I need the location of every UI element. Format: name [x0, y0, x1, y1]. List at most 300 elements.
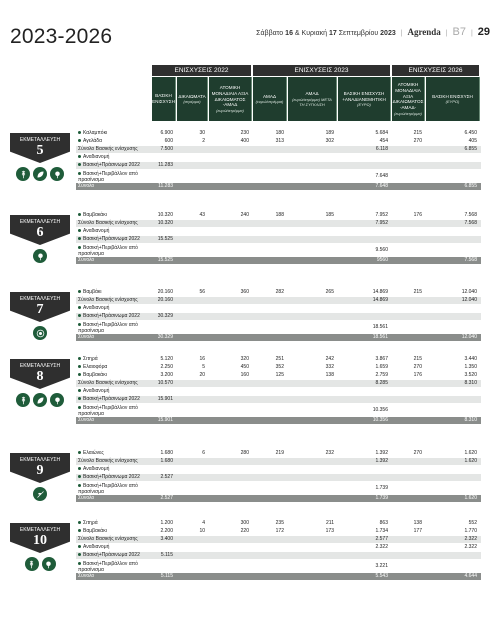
olive-icon [33, 487, 47, 501]
cell-value: 2.200 [160, 528, 173, 534]
bullet-icon [78, 475, 81, 478]
table-row [76, 220, 481, 228]
row-label: Βαμβακάκι [78, 372, 107, 379]
cell-value: 2.577 [375, 536, 388, 542]
bullet-icon [78, 467, 81, 470]
bullet-icon [78, 131, 81, 134]
cell-value: 12.040 [461, 289, 477, 295]
table-row [76, 552, 481, 560]
cell-value: 14.869 [372, 297, 388, 303]
table-row [76, 305, 481, 313]
cell-value: 16 [199, 356, 205, 362]
column-header [426, 77, 480, 121]
column-header-unit: (ευρώ/στρέμμα) [394, 110, 422, 116]
crop-icons [10, 487, 70, 501]
crop-icons [10, 393, 70, 407]
cell-value: 8.285 [375, 380, 388, 386]
cell-value: 1.620 [464, 458, 477, 464]
column-group-header: ΕΝΙΣΧΥΣΕΙΣ 2026 [392, 65, 480, 76]
column-header-title: ΒΑΣΙΚΗ ΕΝΙΣΧΥΣΗ +ΑΝΑΔΙΑΝΕΜΗΤΙΚΗ [342, 90, 386, 102]
row-label: Βασική+Περιβάλλον από πρασίνισμα [78, 483, 138, 495]
crop-icons [10, 326, 70, 340]
table-row [76, 450, 481, 458]
cell-value: 173 [325, 528, 334, 534]
row-label: Σύνολο [78, 183, 95, 189]
flower-icon [33, 326, 47, 340]
cell-value: 14.869 [372, 289, 388, 295]
row-label: Σιτηρά [78, 356, 98, 363]
bullet-icon [78, 237, 81, 240]
cell-value: 10.356 [372, 417, 388, 423]
bullet-icon [78, 373, 81, 376]
column-header-title: ΑΤΟΜΙΚΗ ΜΟΝΑΔΙΑΙΑ ΑΞΙΑ ΔΙΚΑΙΩΜΑΤΟΣ -ΑΜΑΔ- [392, 82, 424, 111]
table-row [76, 228, 481, 236]
cell-value: 7.500 [160, 146, 173, 152]
cell-value: 7.568 [464, 212, 477, 218]
bullet-icon [78, 155, 81, 158]
cell-value: 1.770 [464, 528, 477, 534]
table-row [76, 520, 481, 528]
row-label: Βασική+Περιβάλλον από πρασίνισμα [78, 405, 138, 417]
row-label: Βασική+Πράσινωμα 2022 [78, 313, 140, 320]
cell-value: 176 [413, 372, 422, 378]
bullet-icon [78, 357, 81, 360]
cell-value: 160 [240, 372, 249, 378]
cell-value: 313 [275, 138, 284, 144]
cell-value: 6.450 [464, 130, 477, 136]
cell-value: 1.392 [375, 458, 388, 464]
cell-value: 270 [413, 364, 422, 370]
cell-value: 138 [325, 372, 334, 378]
cell-value: 2.322 [464, 544, 477, 550]
cell-value: 7.648 [375, 183, 388, 189]
row-label: Βασική+Πράσινωμα 2022 [78, 162, 140, 169]
crop-icons [10, 557, 70, 571]
cell-value: 1.200 [160, 520, 173, 526]
bullet-icon [78, 484, 81, 487]
table-row [76, 364, 481, 372]
cell-value: 20 [199, 372, 205, 378]
cell-value: 215 [413, 130, 422, 136]
row-label: Σύνολο Βασικής ενίσχυσης [78, 536, 138, 542]
cell-value: 30 [199, 130, 205, 136]
table-row [76, 321, 481, 334]
farm-label-text: ΕΚΜΕΤΑΛΛΕΥΣΗ [19, 457, 61, 463]
row-label: Αναδιανομή [78, 305, 109, 312]
cell-value: 5.115 [160, 573, 173, 579]
cell-value: 15.525 [157, 236, 173, 242]
table-row [76, 474, 481, 482]
row-label: Βασική+Περιβάλλον από πρασίνισμα [78, 171, 138, 183]
cell-value: 5.120 [160, 356, 173, 362]
column-group-header: ΕΝΙΣΧΥΣΕΙΣ 2022 [152, 65, 252, 76]
table-row [76, 560, 481, 573]
cell-value: 242 [325, 356, 334, 362]
farm-number: 7 [36, 302, 44, 317]
column-header-unit: (ευρώ/στρέμμα) ΜΕΤΑ ΤΗ ΣΥΓΚΛΙΣΗ [292, 96, 332, 107]
cell-value: 1.392 [375, 450, 388, 456]
bullet-icon [78, 553, 81, 556]
wheat-icon [16, 167, 30, 181]
bullet-icon [78, 545, 81, 548]
bullet-icon [78, 213, 81, 216]
cell-value: 270 [413, 450, 422, 456]
bullet-icon [78, 365, 81, 368]
row-label: Βασική+Πράσινωμα 2022 [78, 396, 140, 403]
cell-value: 56 [199, 289, 205, 295]
cell-value: 280 [240, 450, 249, 456]
row-label: Βαμβακάκι [78, 212, 107, 219]
cell-value: 3.400 [160, 536, 173, 542]
cell-value: 177 [413, 528, 422, 534]
cell-value: 1.659 [375, 364, 388, 370]
table-row [76, 528, 481, 536]
cell-value: 8.310 [464, 380, 477, 386]
cotton-icon [33, 249, 47, 263]
row-label: Σύνολο [78, 573, 95, 579]
cell-value: 1.620 [464, 495, 477, 501]
cell-value: 180 [275, 130, 284, 136]
row-label: Σύνολο [78, 495, 95, 501]
date-year: 2023 [380, 30, 396, 37]
column-header-unit: (ευρώ/στρέμμα) [216, 107, 244, 113]
row-label: Σύνολο Βασικής ενίσχυσης [78, 146, 138, 152]
farm-label-text: ΕΚΜΕΤΑΛΛΕΥΣΗ [19, 219, 61, 225]
column-header-title: ΒΑΣΙΚΗ ΕΝΙΣΧΥΣΗ [432, 93, 473, 99]
cell-value: 189 [325, 130, 334, 136]
row-label: Βασική+Περιβάλλον από πρασίνισμα [78, 245, 138, 257]
row-label: Βαμβακάκι [78, 528, 107, 535]
bullet-icon [78, 521, 81, 524]
bullet-icon [78, 163, 81, 166]
cell-value: 30.329 [157, 313, 173, 319]
cell-value: 172 [275, 528, 284, 534]
cell-value: 270 [413, 138, 422, 144]
cell-value: 454 [379, 138, 388, 144]
row-label: Βασική+Πράσινωμα 2022 [78, 236, 140, 243]
total-row [76, 257, 481, 265]
cell-value: 7.952 [375, 220, 388, 226]
farm-label-text: ΕΚΜΕΤΑΛΛΕΥΣΗ [19, 137, 61, 143]
date-prefix: Σάββατο [256, 30, 284, 37]
cell-value: 240 [240, 212, 249, 218]
row-label: Σύνολο Βασικής ενίσχυσης [78, 458, 138, 464]
table-row [76, 372, 481, 380]
cell-value: 7.952 [375, 212, 388, 218]
cell-value: 5 [202, 364, 205, 370]
cell-value: 211 [326, 520, 334, 526]
cell-value: 10.356 [372, 407, 388, 413]
table-row [76, 130, 481, 138]
farm-label-text: ΕΚΜΕΤΑΛΛΕΥΣΗ [19, 296, 61, 302]
table-row [76, 482, 481, 495]
table-row [76, 380, 481, 388]
cell-value: 219 [275, 450, 284, 456]
column-header-unit: (ευρώ/στρέμμα) [255, 99, 284, 105]
table-row [76, 544, 481, 552]
cell-value: 5.115 [160, 552, 173, 558]
cell-value: 176 [413, 212, 422, 218]
column-group-header: ΕΝΙΣΧΥΣΕΙΣ 2023 [253, 65, 391, 76]
cell-value: 18.561 [372, 334, 388, 340]
cell-value: 1.620 [464, 450, 477, 456]
cell-value: 7.568 [464, 220, 477, 226]
bullet-icon [78, 290, 81, 293]
column-header-unit: (στρέμμα) [183, 99, 201, 105]
date-day: 16 [285, 30, 293, 37]
cell-value: 352 [275, 364, 284, 370]
farm-number: 9 [36, 463, 44, 478]
cell-value: 215 [413, 289, 422, 295]
row-label: Σύνολο Βασικής ενίσχυσης [78, 220, 138, 226]
cell-value: 6.855 [464, 183, 477, 189]
row-label: Σύνολο Βασικής ενίσχυσης [78, 297, 138, 303]
cell-value: 360 [240, 289, 249, 295]
cell-value: 863 [379, 520, 388, 526]
leaf-icon [33, 167, 47, 181]
cell-value: 4 [202, 520, 205, 526]
crop-icons [10, 167, 70, 181]
bullet-icon [78, 529, 81, 532]
page-section: B7 [452, 26, 467, 38]
row-label: Αναδιανομή [78, 228, 109, 235]
column-header-title: ΔΙΚΑΙΩΜΑΤΑ [178, 93, 206, 99]
farm-label-text: ΕΚΜΕΤΑΛΛΕΥΣΗ [19, 363, 61, 369]
cell-value: 125 [275, 372, 284, 378]
column-header-unit: (ΕΥΡΩ) [357, 102, 371, 108]
cell-value: 9.560 [375, 247, 388, 253]
cell-value: 282 [275, 289, 284, 295]
page-number: 29 [477, 26, 490, 38]
cell-value: 185 [325, 212, 334, 218]
cell-value: 3.867 [375, 356, 388, 362]
row-label: Σύνολο [78, 257, 95, 263]
cell-value: 302 [325, 138, 334, 144]
cell-value: 8.310 [464, 417, 477, 423]
cell-value: 251 [275, 356, 284, 362]
cell-value: 5.543 [375, 573, 388, 579]
row-label: Αναδιανομή [78, 544, 109, 551]
cell-value: 215 [413, 356, 422, 362]
column-header [392, 77, 425, 121]
total-row [76, 495, 481, 503]
table-row [76, 212, 481, 220]
table-row [76, 170, 481, 183]
cell-value: 220 [240, 528, 249, 534]
row-label: Αναδιανομή [78, 466, 109, 473]
bullet-icon [78, 246, 81, 249]
cell-value: 230 [240, 130, 249, 136]
row-label: Σιτηρά [78, 520, 98, 527]
bullet-icon [78, 406, 81, 409]
cell-value: 2.322 [464, 536, 477, 542]
cell-value: 4.644 [464, 573, 477, 579]
cell-value: 6.900 [160, 130, 173, 136]
date-month: Σεπτεμβρίου [338, 30, 379, 37]
cell-value: 235 [275, 520, 284, 526]
column-header [209, 77, 252, 121]
cell-value: 3.440 [464, 356, 477, 362]
cell-value: 232 [325, 450, 334, 456]
cell-value: 11.283 [158, 162, 173, 168]
row-label: Αναδιανομή [78, 388, 109, 395]
farm-number: 10 [33, 533, 47, 548]
row-label: Αγελάδα [78, 138, 102, 145]
bullet-icon [78, 172, 81, 175]
row-label: Σύνολο [78, 417, 95, 423]
row-label: Καλαμπόκι [78, 130, 107, 137]
cell-value: 18.561 [372, 324, 388, 330]
cell-value: 20.160 [157, 297, 173, 303]
cell-value: 400 [240, 138, 249, 144]
row-label: Ελαιώνες [78, 450, 104, 457]
cell-value: 5.684 [375, 130, 388, 136]
cell-value: 15.901 [157, 396, 173, 402]
row-label: Σύνολο Βασικής ενίσχυσης [78, 380, 138, 386]
column-header-title: ΑΜΑΔ [262, 93, 277, 99]
row-label: Βασική+Περιβάλλον από πρασίνισμα [78, 322, 138, 334]
leaf-icon [33, 393, 47, 407]
bullet-icon [78, 562, 81, 565]
cell-value: 405 [468, 138, 477, 144]
date-mid: & Κυριακή [294, 30, 328, 37]
column-header [152, 77, 176, 121]
cell-value: 6.118 [375, 146, 388, 152]
cell-value: 3.520 [464, 372, 477, 378]
cell-value: 188 [275, 212, 284, 218]
cell-value: 20.160 [157, 289, 173, 295]
bullet-icon [78, 451, 81, 454]
table-row [76, 138, 481, 146]
cell-value: 30.329 [157, 334, 173, 340]
total-row [76, 417, 481, 425]
cell-value: 600 [164, 138, 173, 144]
cell-value: 12.040 [461, 297, 477, 303]
table-row [76, 396, 481, 404]
row-label: Σύνολο [78, 334, 95, 340]
cell-value: 138 [413, 520, 422, 526]
total-row [76, 183, 481, 191]
table-row [76, 244, 481, 257]
wheat-icon [25, 557, 39, 571]
cell-value: 2 [202, 138, 205, 144]
cell-value: 1.350 [464, 364, 477, 370]
cell-value: 265 [325, 289, 334, 295]
bullet-icon [78, 229, 81, 232]
cell-value: 2.759 [375, 372, 388, 378]
year-range-title: 2023-2026 [10, 25, 113, 48]
bullet-icon [78, 306, 81, 309]
table-row [76, 536, 481, 544]
cell-value: 15.525 [157, 257, 173, 263]
cell-value: 1.680 [160, 450, 173, 456]
cell-value: 2.322 [375, 544, 388, 550]
farm-number: 5 [36, 143, 44, 158]
cell-value: 10.570 [157, 380, 173, 386]
cell-value: 2.527 [160, 495, 173, 501]
page-header [10, 22, 490, 52]
date-day2: 17 [328, 30, 337, 37]
wheat-icon [16, 393, 30, 407]
bullet-icon [78, 139, 81, 142]
cotton-icon [42, 557, 56, 571]
row-label: Βασική+Πράσινωμα 2022 [78, 474, 140, 481]
bullet-icon [78, 397, 81, 400]
cell-value: 10.320 [157, 212, 173, 218]
cotton-icon [50, 393, 64, 407]
farm-number: 8 [36, 369, 44, 384]
row-label: Βασική+Πράσινωμα 2022 [78, 552, 140, 559]
cell-value: 11.283 [158, 183, 173, 189]
column-header-unit: (ΕΥΡΩ) [445, 99, 460, 105]
farm-number: 6 [36, 225, 44, 240]
cell-value: 12.040 [461, 334, 477, 340]
cotton-icon [50, 167, 64, 181]
column-header [288, 77, 337, 121]
table-row [76, 404, 481, 417]
cell-value: 2.527 [160, 474, 173, 480]
table-row [76, 162, 481, 170]
row-label: Βασική+Περιβάλλον από πρασίνισμα [78, 561, 138, 573]
table-row [76, 458, 481, 466]
cell-value: 300 [240, 520, 249, 526]
table-row [76, 154, 481, 162]
cell-value: 450 [240, 364, 249, 370]
cell-value: 7.648 [375, 173, 388, 179]
cell-value: 3.200 [160, 372, 173, 378]
table-column-header [76, 65, 481, 121]
cell-value: 10.320 [157, 220, 173, 226]
cell-value: 6 [202, 450, 205, 456]
cell-value: 2.250 [160, 364, 173, 370]
table-row [76, 388, 481, 396]
issue-info: Σάββατο 16 & Κυριακή 17 Σεπτεμβρίου 2023 | Agrenda | B7 | 29 [256, 26, 490, 38]
row-label: Βαμβάκι [78, 289, 101, 296]
cell-value: 1.739 [375, 485, 388, 491]
table-row [76, 297, 481, 305]
column-header-title: ΑΤΟΜΙΚΗ ΜΟΝΑΔΙΑΙΑ ΑΞΙΑ ΔΙΚΑΙΩΜΑΤΟΣ -ΑΜΑΔ [211, 85, 249, 108]
cell-value: 15.901 [157, 417, 173, 423]
column-header [177, 77, 208, 121]
table-row [76, 236, 481, 244]
column-header-title: ΑΜΑΔ [305, 91, 319, 97]
table-row [76, 356, 481, 364]
total-row [76, 573, 481, 581]
column-header-title: ΒΑΣΙΚΗ ΕΝΙΣΧΥΣΗ [152, 93, 175, 104]
table-row [76, 289, 481, 297]
farm-label-text: ΕΚΜΕΤΑΛΛΕΥΣΗ [19, 527, 61, 533]
cell-value: 6.855 [464, 146, 477, 152]
row-label: Αναδιανομή [78, 154, 109, 161]
cell-value: 552 [468, 520, 477, 526]
cell-value: 43 [199, 212, 205, 218]
bullet-icon [78, 314, 81, 317]
cell-value: 1.739 [375, 495, 388, 501]
table-row [76, 466, 481, 474]
total-row [76, 334, 481, 342]
cell-value: 7.568 [464, 257, 477, 263]
table-row [76, 313, 481, 321]
newspaper-name: Agrenda [407, 27, 441, 37]
bullet-icon [78, 389, 81, 392]
cell-value: 10 [199, 528, 205, 534]
cell-value: 3.221 [375, 563, 388, 569]
cell-value: 332 [325, 364, 334, 370]
bullet-icon [78, 323, 81, 326]
column-header [253, 77, 287, 121]
cell-value: 1.734 [375, 528, 388, 534]
cell-value: 9560 [376, 257, 388, 263]
